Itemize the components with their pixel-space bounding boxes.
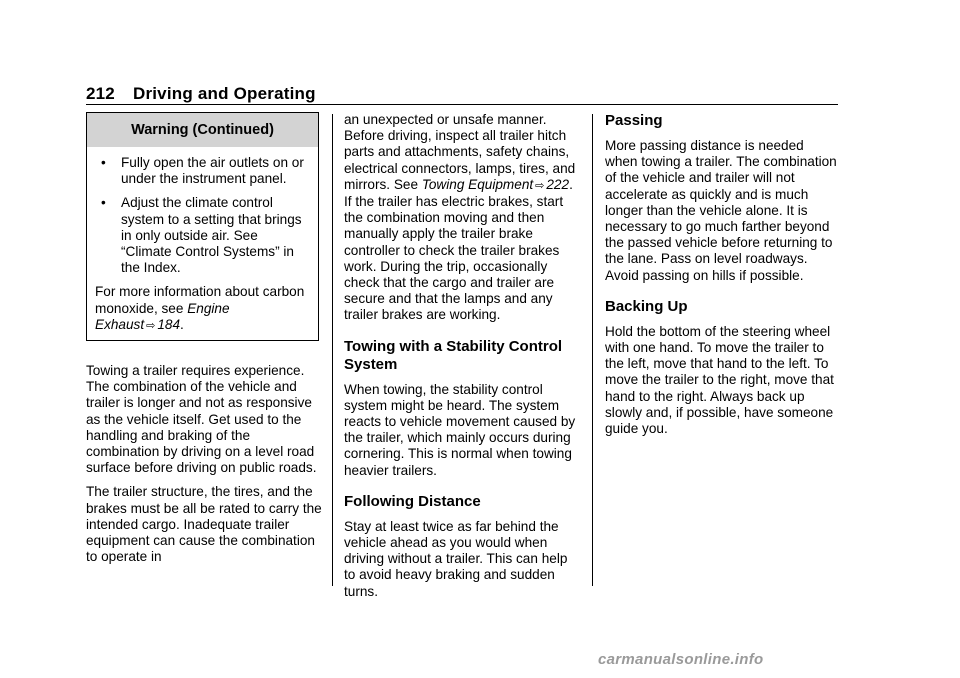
inspection-paragraph: an unexpected or unsafe manner. Before driving, inspect all trailer hitch parts and attachments, safety chains, electrical connectors, lamps, tires, and mirrors. See Towing Equipment ⇨ 222. If the trailer has electric brakes, start the combination moving and then manually apply the trailer brake controller to check the trailer brakes work. During the trip, occasionally check that the cargo and trailer are secure and that the lamps and any trailer brakes are working.: [344, 112, 576, 323]
towing-equipment-page-ref[interactable]: 222: [546, 176, 570, 192]
warning-bullet-text: Fully open the air outlets on or under the instrument panel.: [121, 155, 304, 187]
column-divider-1: [332, 114, 333, 586]
column-3: [605, 112, 837, 445]
section-title: Driving and Operating: [132, 84, 316, 103]
stability-control-heading: Towing with a Stability Control System: [344, 337, 563, 373]
towing-equipment-link[interactable]: Towing Equipment: [421, 176, 534, 192]
header-rule: [86, 104, 838, 105]
backing-up-heading: Backing Up: [605, 297, 688, 315]
trailer-structure-paragraph: The trailer structure, the tires, and the brakes must be all be rated to carry the intended cargo. Inadequate trailer equipment can cause the combination to operate in: [86, 484, 322, 565]
warning-box: [86, 112, 319, 341]
bullet-icon: •: [101, 195, 106, 211]
warning-bullet-item: [95, 155, 310, 187]
page-number: 212: [86, 84, 115, 103]
passing-text: More passing distance is needed when towing a trailer. The combination of the vehicle and trailer will not accelerate as quickly and is much longer than the vehicle alone. It is necessary to go much farther beyond the passed vehicle before returning to the lane. Pass on level roadways. Avoid passing on hills if possible.: [605, 138, 837, 283]
stability-control-text: When towing, the stability control system might be heard. The system reacts to vehicle movement caused by the trailer, which mainly occurs during cornering. This is normal when towing heavier trailers.: [344, 381, 576, 478]
page-header: [86, 84, 316, 104]
column-2: [344, 112, 578, 608]
backing-up-text: Hold the bottom of the steering wheel with one hand. To move the trailer to the left, move that hand to the left. To move the trailer to the right, move that hand to the right. Always back up slowly and, if possible, have someone guide you.: [605, 323, 834, 437]
page-ref-arrow-icon: ⇨: [535, 179, 545, 192]
towing-intro-paragraph: Towing a trailer requires experience. The combination of the vehicle and trailer is longer and not as responsive as the vehicle itself. Get used to the handling and braking of the combination by driving on a level road surface before driving on public roads.: [86, 363, 317, 476]
bullet-icon: •: [101, 155, 106, 170]
engine-exhaust-link[interactable]: Engine Exhaust: [95, 300, 230, 332]
engine-exhaust-page-ref[interactable]: 184: [157, 316, 181, 332]
column-1: [86, 112, 322, 573]
warning-bullet-item: [95, 195, 310, 276]
following-distance-heading: Following Distance: [344, 492, 481, 510]
warning-more-info: For more information about carbon monoxide, see Engine Exhaust ⇨ 184.: [95, 284, 305, 332]
watermark: carmanualsonline.info: [598, 651, 764, 668]
warning-body: [87, 147, 318, 340]
warning-title: Warning (Continued): [87, 113, 318, 147]
page-ref-arrow-icon: ⇨: [146, 319, 156, 332]
following-distance-text: Stay at least twice as far behind the vehicle ahead as you would when driving without a trailer. This can help to avoid heavy braking and sudden turns.: [344, 518, 568, 599]
warning-bullet-text: Adjust the climate control system to a setting that brings in only outside air. See “Climate Control Systems” in the Index.: [121, 195, 302, 276]
column-divider-2: [592, 114, 593, 586]
passing-heading: Passing: [605, 112, 663, 129]
warning-list: [95, 155, 310, 276]
